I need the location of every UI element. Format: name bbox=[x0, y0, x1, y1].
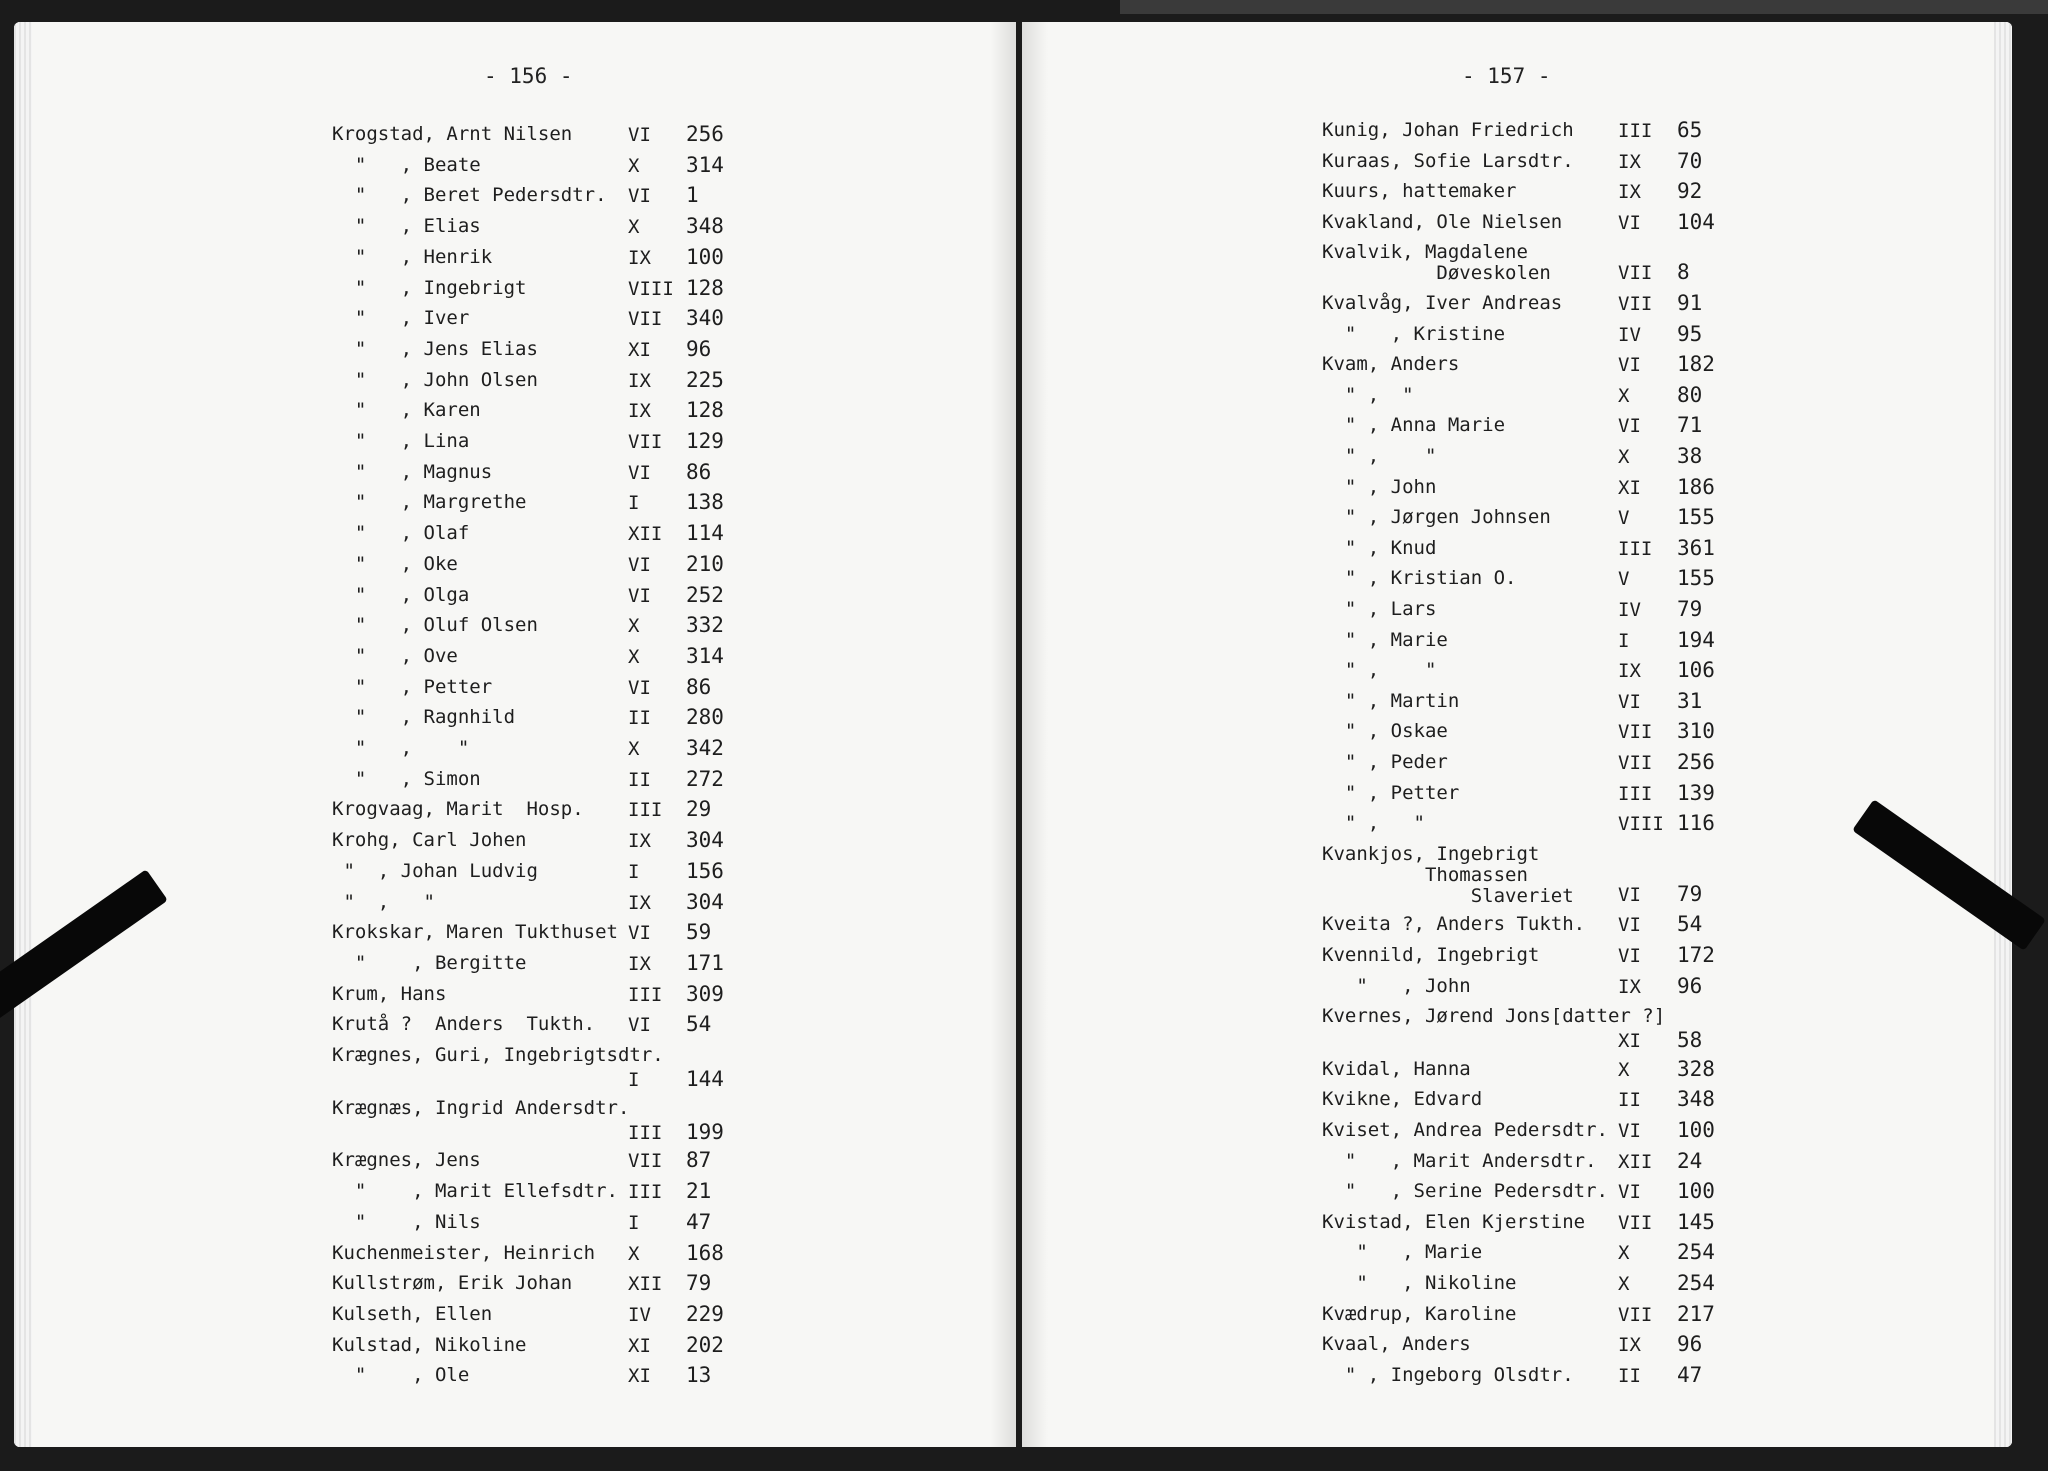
entry-name: Kvidal, Hanna bbox=[1322, 1057, 1471, 1080]
entry-volume: VI bbox=[628, 676, 651, 699]
entry-name: " , Marit Andersdtr. bbox=[1322, 1149, 1597, 1172]
entry-page: 144 bbox=[686, 1067, 724, 1091]
entry-page: 225 bbox=[686, 367, 724, 392]
entry-name: Kuchenmeister, Heinrich bbox=[332, 1241, 596, 1264]
entry-page: 71 bbox=[1677, 413, 1703, 438]
entry-name: " , Simon bbox=[332, 767, 481, 790]
entry-page: 254 bbox=[1677, 1271, 1715, 1295]
entry-page: 86 bbox=[686, 459, 712, 484]
entry-page: 13 bbox=[686, 1363, 712, 1388]
entry-name: " , Serine Pedersdtr. bbox=[1322, 1180, 1608, 1203]
entry-page: 92 bbox=[1677, 179, 1703, 204]
entry-page: 116 bbox=[1677, 811, 1715, 836]
entry-volume: IV bbox=[1618, 323, 1641, 346]
entry-page: 58 bbox=[1677, 1028, 1703, 1053]
entry-page: 21 bbox=[686, 1179, 712, 1204]
entry-volume: XI bbox=[628, 1334, 651, 1357]
entry-page: 314 bbox=[686, 152, 724, 177]
entry-volume: X bbox=[1618, 1273, 1630, 1295]
entry-page: 229 bbox=[686, 1301, 724, 1326]
entry-volume: X bbox=[628, 615, 640, 638]
entry-volume: VI bbox=[628, 584, 651, 607]
entry-volume: X bbox=[1618, 1242, 1630, 1265]
entry-name: " , Lars bbox=[1322, 598, 1437, 620]
entry-volume: X bbox=[1618, 446, 1630, 468]
entry-volume: VII bbox=[1618, 1211, 1653, 1234]
entry-name: Krægnæs, Ingrid Andersdtr. bbox=[332, 1096, 630, 1119]
entry-name: " , " bbox=[332, 890, 435, 913]
entry-volume: VI bbox=[1618, 415, 1641, 438]
entry-volume: VI bbox=[1618, 211, 1641, 234]
entry-name: Kuurs, hattemaker bbox=[1322, 180, 1517, 203]
entry-page: 38 bbox=[1677, 444, 1703, 468]
entry-name: Kvennild, Ingebrigt bbox=[1322, 944, 1540, 966]
entry-volume: V bbox=[1618, 568, 1630, 591]
entry-page: 172 bbox=[1677, 943, 1715, 967]
entry-page: 54 bbox=[686, 1012, 712, 1037]
entry-volume: IX bbox=[628, 952, 651, 975]
entry-volume: IX bbox=[628, 891, 651, 914]
entry-name: Kvankjos, Ingebrigt Thomassen Slaveriet bbox=[1322, 842, 1574, 907]
entry-volume: IX bbox=[628, 246, 651, 269]
entry-volume: X bbox=[628, 216, 640, 239]
entry-page: 80 bbox=[1677, 382, 1703, 407]
entry-volume: IX bbox=[628, 400, 651, 423]
entry-name: " , Ingeborg Olsdtr. bbox=[1322, 1363, 1574, 1386]
entry-page: 59 bbox=[686, 920, 712, 945]
entry-volume: XI bbox=[628, 338, 651, 361]
entry-name: " , Karen bbox=[332, 399, 481, 422]
entry-page: 47 bbox=[686, 1209, 712, 1234]
entry-name: Kuraas, Sofie Larsdtr. bbox=[1322, 149, 1574, 172]
entry-page: 348 bbox=[686, 214, 724, 239]
entry-volume: VI bbox=[628, 461, 651, 484]
entry-page: 332 bbox=[686, 613, 724, 638]
entry-name: Krohg, Carl Johen bbox=[332, 829, 527, 852]
entry-page: 100 bbox=[1677, 1118, 1715, 1142]
entry-page: 139 bbox=[1677, 780, 1715, 805]
entry-name: " , Jørgen Johnsen bbox=[1322, 506, 1551, 529]
entry-volume: XII bbox=[628, 1273, 663, 1296]
entry-volume: VI bbox=[1618, 914, 1641, 937]
entry-name: Kvistad, Elen Kjerstine bbox=[1322, 1210, 1586, 1233]
entry-name: " , Margrethe bbox=[332, 491, 527, 514]
entry-name: " , Petter bbox=[332, 675, 493, 698]
entry-name: " , Marit Ellefsdtr. bbox=[332, 1180, 618, 1203]
entry-volume: VII bbox=[1618, 262, 1653, 285]
entry-page: 70 bbox=[1677, 148, 1703, 173]
entry-name: " , Nils bbox=[332, 1210, 481, 1233]
entry-volume: III bbox=[628, 1181, 663, 1204]
entry-name: " , Peder bbox=[1322, 751, 1448, 773]
entry-page: 96 bbox=[1677, 1332, 1703, 1357]
entry-volume: I bbox=[628, 1069, 640, 1091]
entry-name: Kveita ?, Anders Tukth. bbox=[1322, 913, 1586, 936]
entry-volume: XI bbox=[1618, 476, 1641, 499]
entry-name: Krokskar, Maren Tukthuset bbox=[332, 921, 618, 944]
entry-page: 182 bbox=[1677, 352, 1715, 377]
book-gutter-shadow bbox=[1022, 22, 1048, 1447]
entry-volume: III bbox=[1618, 120, 1653, 142]
entry-name: " , Beate bbox=[332, 153, 481, 176]
entry-name: " , Johan Ludvig bbox=[332, 859, 538, 882]
entry-name: " , Oke bbox=[332, 552, 458, 575]
entry-page: 96 bbox=[686, 336, 712, 361]
entry-volume: XI bbox=[1618, 1030, 1641, 1053]
entry-name: " , John bbox=[1322, 974, 1471, 997]
book-gutter-shadow bbox=[990, 22, 1016, 1447]
entry-name: " , John bbox=[1322, 475, 1437, 498]
entry-name: Krogstad, Arnt Nilsen bbox=[332, 123, 573, 145]
entry-volume: III bbox=[1618, 782, 1653, 805]
entry-volume: III bbox=[628, 799, 663, 822]
entry-volume: XI bbox=[628, 1365, 651, 1388]
entry-volume: VI bbox=[1618, 1120, 1641, 1142]
entry-name: " , Martin bbox=[1322, 689, 1460, 712]
scanner-bed-strip bbox=[1120, 0, 2048, 14]
entry-name: " , Oluf Olsen bbox=[332, 614, 538, 637]
entry-page: 155 bbox=[1677, 566, 1715, 591]
entry-page: 29 bbox=[686, 797, 712, 822]
entry-name: " , Ole bbox=[332, 1364, 470, 1387]
entry-volume: VII bbox=[628, 1150, 663, 1173]
entry-name: " , Ragnhild bbox=[332, 706, 516, 729]
entry-name: " , Kristine bbox=[1322, 322, 1506, 345]
entry-name: " , Marie bbox=[1322, 1241, 1483, 1264]
entry-name: " , " bbox=[1322, 812, 1425, 835]
entry-page: 272 bbox=[686, 766, 724, 791]
entry-volume: II bbox=[628, 707, 651, 730]
right-page-number: - 157 - bbox=[1462, 64, 1551, 88]
entry-volume: IX bbox=[1618, 1334, 1641, 1357]
entry-volume: VI bbox=[1618, 354, 1641, 377]
entry-name: " , Iver bbox=[332, 307, 470, 330]
entry-page: 314 bbox=[686, 643, 724, 668]
left-page bbox=[14, 22, 1016, 1447]
entry-name: " , Jens Elias bbox=[332, 337, 538, 360]
entry-name: Kulstad, Nikoline bbox=[332, 1333, 527, 1356]
entry-volume: VII bbox=[1618, 293, 1653, 315]
entry-volume: X bbox=[1618, 384, 1630, 407]
entry-page: 114 bbox=[686, 521, 724, 546]
entry-volume: VI bbox=[1618, 690, 1641, 713]
entry-volume: IX bbox=[1618, 150, 1641, 173]
entry-volume: IV bbox=[628, 1303, 651, 1326]
entry-volume: II bbox=[1618, 1364, 1641, 1387]
entry-name: Kvam, Anders bbox=[1322, 353, 1460, 376]
entry-page: 106 bbox=[1677, 658, 1715, 683]
entry-page: 217 bbox=[1677, 1301, 1715, 1326]
entry-page: 145 bbox=[1677, 1209, 1715, 1234]
entry-volume: VII bbox=[628, 431, 663, 453]
entry-volume: IX bbox=[628, 830, 651, 853]
entry-name: " , " bbox=[332, 737, 470, 759]
entry-page: 202 bbox=[686, 1332, 724, 1357]
page-edge-lines bbox=[1994, 22, 2012, 1447]
entry-page: 342 bbox=[686, 736, 724, 760]
page-edge-lines bbox=[14, 22, 32, 1447]
entry-volume: VII bbox=[1618, 752, 1653, 774]
entry-name: " , Oskae bbox=[1322, 720, 1448, 743]
entry-name: " , Lina bbox=[332, 430, 470, 452]
entry-volume: VII bbox=[1618, 1303, 1653, 1326]
entry-page: 128 bbox=[686, 398, 724, 423]
entry-page: 100 bbox=[686, 244, 724, 269]
entry-page: 95 bbox=[1677, 321, 1703, 346]
entry-page: 168 bbox=[686, 1240, 724, 1265]
entry-volume: VI bbox=[1618, 883, 1641, 906]
entry-name: Kvalvik, Magdalene Døveskolen bbox=[1322, 241, 1551, 285]
entry-name: " , Henrik bbox=[332, 245, 493, 268]
entry-page: 79 bbox=[686, 1271, 712, 1296]
entry-volume: VII bbox=[628, 308, 663, 331]
entry-name: " , " bbox=[1322, 659, 1437, 682]
entry-name: " , Bergitte bbox=[332, 951, 527, 974]
entry-page: 348 bbox=[1677, 1087, 1715, 1112]
entry-name: " , Petter bbox=[1322, 781, 1460, 804]
entry-page: 340 bbox=[686, 306, 724, 331]
entry-name: " , Magnus bbox=[332, 460, 493, 483]
entry-volume: I bbox=[628, 860, 640, 883]
entry-volume: VI bbox=[1618, 945, 1641, 967]
entry-volume: VIII bbox=[628, 277, 674, 300]
entry-page: 156 bbox=[686, 858, 724, 883]
entry-page: 54 bbox=[1677, 912, 1703, 937]
entry-volume: X bbox=[628, 738, 640, 760]
entry-page: 199 bbox=[686, 1119, 724, 1144]
entry-name: " , Anna Marie bbox=[1322, 414, 1506, 437]
entry-page: 304 bbox=[686, 828, 724, 853]
entry-page: 252 bbox=[686, 582, 724, 607]
entry-volume: VI bbox=[628, 124, 651, 146]
entry-page: 256 bbox=[1677, 750, 1715, 774]
entry-page: 129 bbox=[686, 429, 724, 453]
entry-page: 79 bbox=[1677, 597, 1703, 621]
entry-name: Kviset, Andrea Pedersdtr. bbox=[1322, 1119, 1608, 1141]
entry-page: 86 bbox=[686, 674, 712, 699]
entry-page: 309 bbox=[686, 981, 724, 1006]
entry-page: 91 bbox=[1677, 291, 1703, 315]
entry-name: Kvaal, Anders bbox=[1322, 1333, 1471, 1356]
entry-volume: III bbox=[1618, 537, 1653, 560]
entry-name: Krægnes, Jens bbox=[332, 1149, 481, 1172]
entry-volume: III bbox=[628, 983, 663, 1006]
entry-page: 100 bbox=[1677, 1179, 1715, 1204]
entry-volume: IX bbox=[1618, 975, 1641, 998]
entry-volume: II bbox=[628, 768, 651, 791]
entry-name: Kvalvåg, Iver Andreas bbox=[1322, 292, 1563, 314]
entry-name: Kvernes, Jørend Jons[datter ?] bbox=[1322, 1005, 1666, 1028]
entry-page: 155 bbox=[1677, 505, 1715, 530]
entry-volume: III bbox=[628, 1121, 663, 1144]
entry-name: Krægnes, Guri, Ingebrigtsdtr. bbox=[332, 1044, 664, 1066]
entry-volume: VI bbox=[628, 553, 651, 576]
entry-page: 186 bbox=[1677, 474, 1715, 499]
entry-volume: X bbox=[1618, 1058, 1630, 1081]
entry-page: 194 bbox=[1677, 627, 1715, 652]
entry-volume: VI bbox=[628, 185, 651, 208]
entry-name: " , " bbox=[1322, 445, 1437, 467]
entry-page: 254 bbox=[1677, 1240, 1715, 1265]
entry-name: " , Marie bbox=[1322, 628, 1448, 651]
entry-volume: VII bbox=[1618, 721, 1653, 744]
entry-name: " , Ove bbox=[332, 644, 458, 667]
entry-page: 361 bbox=[1677, 535, 1715, 560]
entry-name: " , Beret Pedersdtr. bbox=[332, 184, 607, 207]
entry-page: 310 bbox=[1677, 719, 1715, 744]
entry-volume: IV bbox=[1618, 599, 1641, 621]
entry-name: " , Elias bbox=[332, 215, 481, 238]
entry-volume: X bbox=[628, 154, 640, 177]
entry-volume: X bbox=[628, 645, 640, 668]
entry-volume: XII bbox=[628, 523, 663, 546]
entry-name: Kvikne, Edvard bbox=[1322, 1088, 1483, 1111]
entry-volume: VIII bbox=[1618, 813, 1664, 836]
entry-volume: VI bbox=[628, 922, 651, 945]
entry-volume: IX bbox=[1618, 181, 1641, 204]
entry-name: " , Kristian O. bbox=[1322, 567, 1517, 590]
entry-page: 171 bbox=[686, 950, 724, 975]
entry-page: 328 bbox=[1677, 1056, 1715, 1081]
entry-volume: II bbox=[1618, 1089, 1641, 1112]
entry-volume: XII bbox=[1618, 1150, 1653, 1173]
entry-name: Krutå ? Anders Tukth. bbox=[332, 1013, 596, 1036]
entry-page: 96 bbox=[1677, 973, 1703, 998]
entry-page: 47 bbox=[1677, 1362, 1703, 1387]
entry-page: 304 bbox=[686, 889, 724, 914]
entry-name: " , Ingebrigt bbox=[332, 276, 527, 299]
entry-page: 210 bbox=[686, 551, 724, 576]
entry-volume: V bbox=[1618, 507, 1630, 530]
entry-name: Kvakland, Ole Nielsen bbox=[1322, 210, 1563, 233]
entry-volume: VI bbox=[1618, 1181, 1641, 1204]
entry-name: " , Olaf bbox=[332, 522, 470, 545]
entry-volume: I bbox=[628, 492, 640, 515]
entry-name: Kvædrup, Karoline bbox=[1322, 1302, 1517, 1325]
entry-page: 31 bbox=[1677, 688, 1703, 713]
entry-name: Krogvaag, Marit Hosp. bbox=[332, 798, 584, 821]
entry-name: " , John Olsen bbox=[332, 368, 538, 391]
entry-name: Kullstrøm, Erik Johan bbox=[332, 1272, 573, 1295]
entry-page: 1 bbox=[686, 183, 699, 208]
left-page-number: - 156 - bbox=[484, 64, 573, 88]
entry-volume: VI bbox=[628, 1014, 651, 1037]
entry-volume: X bbox=[628, 1242, 640, 1265]
entry-page: 138 bbox=[686, 490, 724, 515]
right-page bbox=[1022, 22, 2012, 1447]
entry-name: Kunig, Johan Friedrich bbox=[1322, 119, 1574, 141]
entry-page: 65 bbox=[1677, 118, 1703, 142]
entry-name: Krum, Hans bbox=[332, 982, 447, 1005]
entry-volume: IX bbox=[628, 369, 651, 392]
entry-page: 256 bbox=[686, 122, 724, 146]
entry-page: 24 bbox=[1677, 1148, 1703, 1173]
entry-page: 280 bbox=[686, 705, 724, 730]
entry-name: " , " bbox=[1322, 383, 1414, 406]
entry-name: " , Knud bbox=[1322, 536, 1437, 559]
entry-volume: IX bbox=[1618, 660, 1641, 683]
entry-page: 8 bbox=[1677, 260, 1690, 285]
entry-name: " , Olga bbox=[332, 583, 470, 606]
entry-page: 128 bbox=[686, 275, 724, 300]
entry-volume: I bbox=[628, 1211, 640, 1234]
entry-page: 79 bbox=[1677, 881, 1703, 906]
entry-volume: I bbox=[1618, 629, 1630, 652]
entry-page: 104 bbox=[1677, 209, 1715, 234]
entry-name: Kulseth, Ellen bbox=[332, 1302, 493, 1325]
entry-page: 87 bbox=[686, 1148, 712, 1173]
entry-name: " , Nikoline bbox=[1322, 1272, 1517, 1294]
